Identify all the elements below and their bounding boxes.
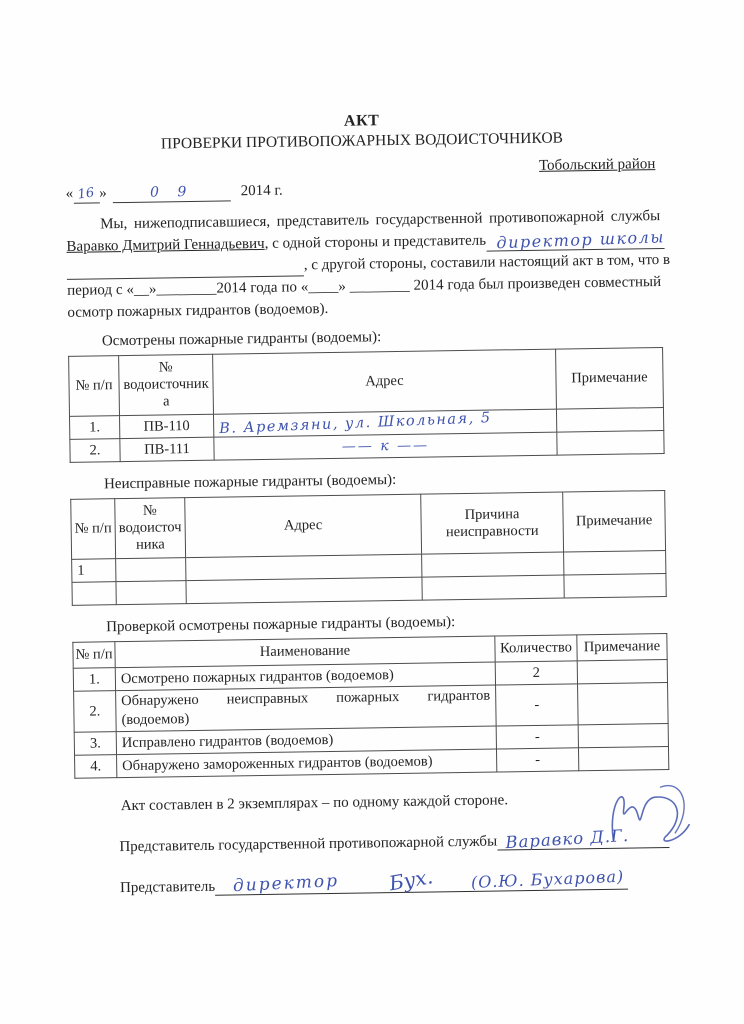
column-header: Количество bbox=[495, 635, 577, 662]
inspector-signature-label: Представитель государственной противопожарной службы bbox=[119, 833, 498, 856]
cell bbox=[578, 723, 668, 747]
cell: Исправлено гидрантов (водоемов) bbox=[116, 726, 496, 755]
cell: 2. bbox=[74, 691, 117, 733]
inspected-hydrants-table bbox=[68, 347, 665, 463]
column-header: № п/п bbox=[73, 642, 115, 669]
cell: 1. bbox=[70, 416, 120, 440]
inspector-name: Варавко Дмитрий Геннадьевич bbox=[66, 235, 265, 255]
cell bbox=[577, 659, 667, 683]
signature-line-representative bbox=[120, 863, 670, 897]
ditto-mark-handwritten: —— к —— bbox=[341, 437, 430, 455]
representative-role2-handwritten: директор bbox=[232, 871, 340, 897]
representative-signature-label: Представитель bbox=[119, 878, 216, 897]
column-header: Примечание bbox=[563, 491, 666, 553]
cell: 2. bbox=[70, 439, 120, 463]
cell bbox=[116, 558, 186, 582]
address-handwritten: В. Аремзяни, ул. Школьная, 5 bbox=[218, 409, 492, 437]
cell bbox=[422, 575, 564, 600]
summary-section-label: Проверкой осмотрены пожарные гидранты (водоемы): bbox=[106, 614, 456, 636]
column-header: № п/п bbox=[71, 499, 116, 560]
cell: 4. bbox=[75, 755, 117, 779]
header-row bbox=[69, 348, 664, 417]
inspector-signature-handwritten: Варавко Д.Г. bbox=[504, 825, 630, 853]
date-day-handwritten: 16 bbox=[76, 185, 96, 203]
signature-flourish-icon bbox=[602, 777, 695, 850]
date-month-handwritten: 0 9 bbox=[149, 183, 194, 201]
cell-line-2: (водоемов) bbox=[121, 711, 190, 729]
cell: 1 bbox=[72, 559, 116, 583]
representative-sign-handwritten: Бух. bbox=[387, 864, 435, 896]
cell-line-1: Обнаружено неисправных пожарных гидрантов bbox=[121, 687, 491, 710]
cell: 1. bbox=[73, 668, 115, 692]
column-header: № водоисточника bbox=[115, 498, 186, 559]
intro-after-name: , с одной стороны и представитель bbox=[264, 232, 487, 252]
intro-line-4: период с «__»________2014 года по «____» ________ 2014 года был произведен совместный bbox=[67, 274, 662, 299]
cell: 3. bbox=[74, 732, 116, 756]
document-title: АКТ bbox=[343, 112, 380, 130]
date-line bbox=[66, 177, 660, 204]
cell: - bbox=[496, 684, 579, 726]
representative-name-handwritten: (О.Ю. Бухарова) bbox=[470, 866, 625, 892]
column-header: № п/п bbox=[69, 356, 120, 417]
faulty-section-label: Неисправные пожарные гидранты (водоемы): bbox=[103, 471, 397, 493]
cell bbox=[422, 552, 564, 577]
date-open-quote: « bbox=[65, 185, 74, 202]
date-year: 2014 г. bbox=[240, 182, 283, 200]
column-header: Примечание bbox=[577, 633, 667, 660]
cell bbox=[564, 551, 666, 576]
intro-line-5: осмотр пожарных гидрантов (водоемов). bbox=[67, 300, 329, 321]
column-header: Причина неисправности bbox=[421, 492, 564, 554]
document-subtitle: ПРОВЕРКИ ПРОТИВОПОЖАРНЫХ ВОДОИСТОЧНИКОВ bbox=[160, 129, 564, 153]
cell: Обнаружено замороженных гидрантов (водоемов) bbox=[117, 749, 497, 778]
cell bbox=[578, 746, 668, 770]
header-row bbox=[71, 491, 666, 560]
signature-line-inspector bbox=[119, 822, 669, 856]
cell: - bbox=[496, 725, 578, 749]
representative-role-blank bbox=[486, 228, 665, 252]
column-header: Адрес bbox=[213, 349, 557, 414]
cell bbox=[556, 408, 663, 433]
intro-line-3-text: , с другой стороны, составили настоящий акт в том, что в bbox=[303, 251, 671, 274]
cell: ПВ-111 bbox=[120, 437, 214, 461]
cell: - bbox=[496, 748, 578, 772]
representative-signature-blank bbox=[215, 865, 628, 896]
cell: ПВ-110 bbox=[119, 414, 213, 438]
cell bbox=[186, 577, 422, 603]
intro-paragraph bbox=[66, 205, 671, 324]
representative-role-handwritten: директор школы bbox=[495, 227, 665, 253]
column-header: Адрес bbox=[185, 494, 422, 557]
cell bbox=[116, 685, 497, 732]
cell: Осмотрено пожарных гидрантов (водоемов) bbox=[115, 662, 495, 691]
date-day-blank bbox=[73, 185, 99, 203]
column-header: № водоисточника bbox=[119, 354, 214, 415]
scanned-page-content bbox=[65, 108, 671, 898]
summary-table bbox=[72, 633, 669, 779]
column-header: Наименование bbox=[115, 636, 495, 668]
date-close-quote: » bbox=[99, 185, 107, 202]
cell bbox=[72, 582, 116, 606]
cell: 2 bbox=[495, 661, 577, 685]
cell bbox=[116, 581, 186, 605]
column-header: Примечание bbox=[556, 348, 664, 410]
inspected-section-label: Осмотрены пожарные гидранты (водоемы): bbox=[101, 329, 382, 350]
cell bbox=[557, 431, 664, 456]
intro-line-1: Мы, нижеподписавшиеся, представитель государственной противопожарной службы bbox=[100, 208, 661, 233]
district-label: Тобольский район bbox=[538, 156, 656, 174]
copies-statement: Акт составлен в 2 экземплярах – по одному каждой стороне. bbox=[120, 792, 509, 815]
cell bbox=[564, 574, 666, 599]
faulty-hydrants-table bbox=[70, 490, 667, 606]
date-month-blank bbox=[113, 183, 231, 203]
cell bbox=[578, 682, 669, 724]
inspector-signature-blank bbox=[497, 823, 670, 851]
